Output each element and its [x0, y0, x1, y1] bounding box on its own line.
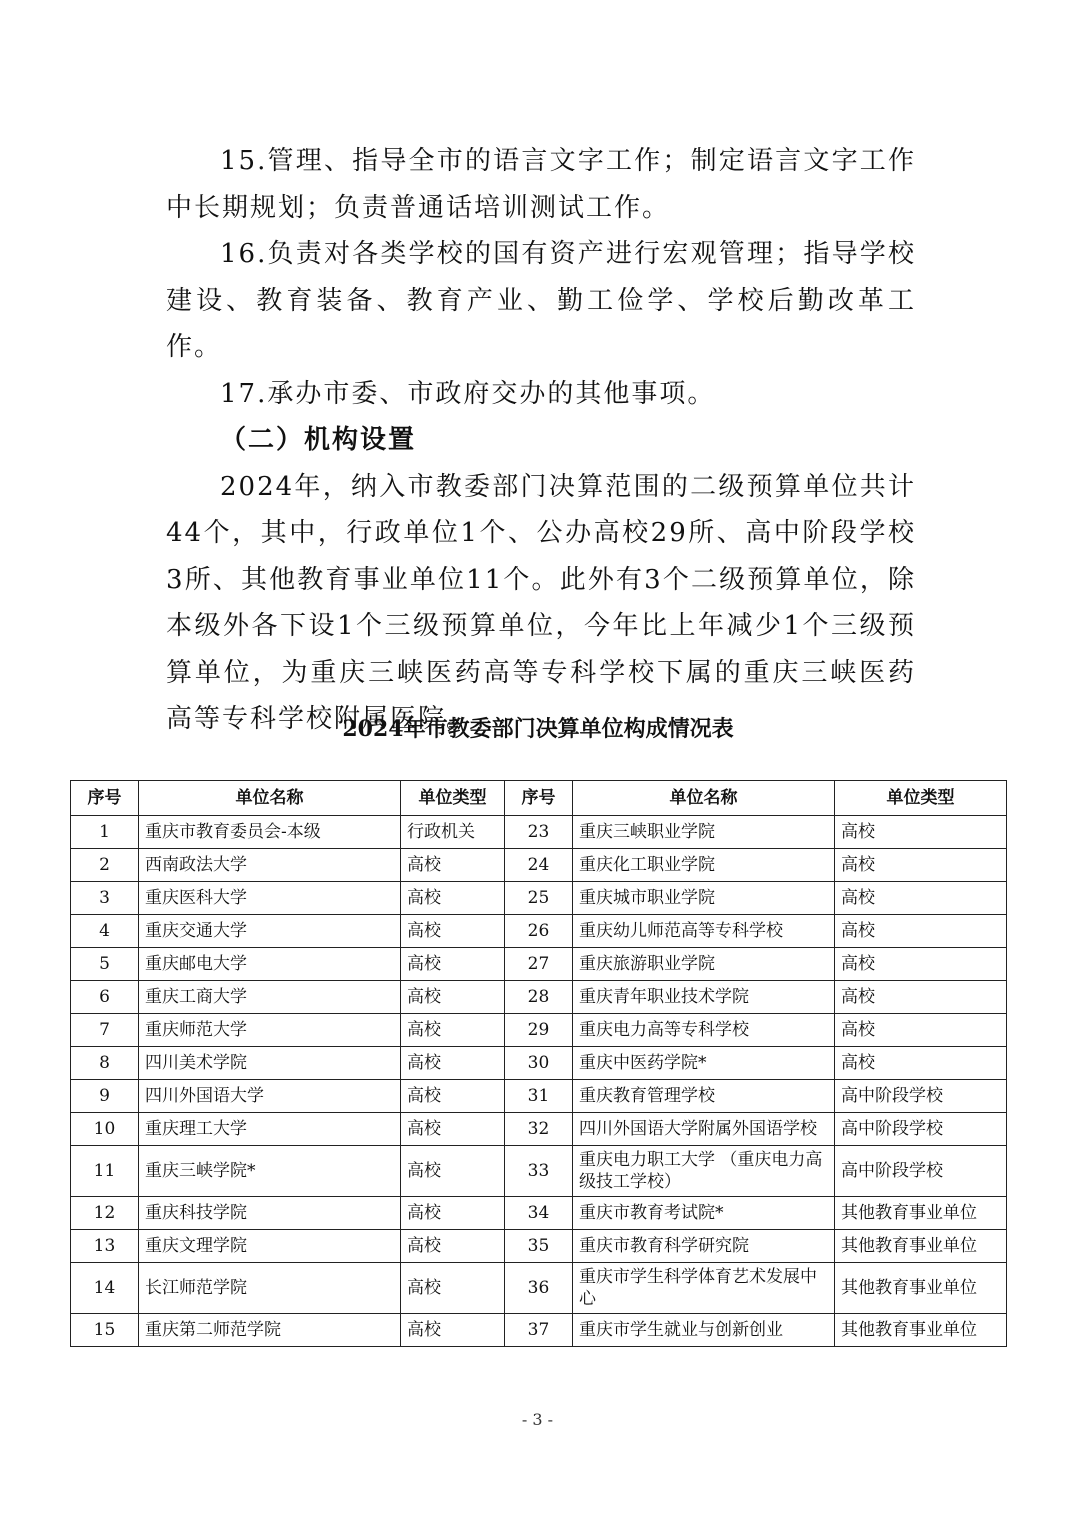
- unit-name-cell: 重庆中医药学院*: [573, 1047, 835, 1080]
- unit-name-cell: 重庆交通大学: [139, 915, 401, 948]
- unit-type-cell: 高校: [401, 915, 505, 948]
- unit-name-cell: 重庆文理学院: [139, 1230, 401, 1263]
- unit-name-cell: 重庆化工职业学院: [573, 849, 835, 882]
- serial-number-cell: 37: [505, 1314, 573, 1347]
- serial-number-cell: 2: [71, 849, 139, 882]
- unit-type-cell: 其他教育事业单位: [835, 1263, 1007, 1314]
- unit-name-cell: 重庆旅游职业学院: [573, 948, 835, 981]
- paragraph: 2024年，纳入市教委部门决算范围的二级预算单位共计44个，其中，行政单位1个、公办高校29所、高中阶段学校3所、其他教育事业单位11个。此外有3个二级预算单位，除本级外各下设1个三级预算单位，今年比上年减少1个三级预算单位，为重庆三峡医药高等专科学校下属的重庆三峡医药高等专科学校附属医院。: [166, 471, 916, 734]
- unit-type-cell: 高校: [401, 882, 505, 915]
- table-header-row: [71, 781, 1007, 816]
- unit-type-cell: 高校: [401, 1146, 505, 1197]
- serial-number-cell: 5: [71, 948, 139, 981]
- column-header: 单位类型: [401, 781, 505, 816]
- table-row: [71, 1146, 1007, 1197]
- table-row: [71, 1014, 1007, 1047]
- serial-number-cell: 32: [505, 1113, 573, 1146]
- table-row: [71, 882, 1007, 915]
- column-header: 序号: [71, 781, 139, 816]
- unit-name-cell: 四川美术学院: [139, 1047, 401, 1080]
- unit-name-cell: 四川外国语大学附属外国语学校: [573, 1113, 835, 1146]
- unit-type-cell: 高校: [835, 1047, 1007, 1080]
- unit-name-cell: 重庆教育管理学校: [573, 1080, 835, 1113]
- unit-name-cell: 重庆工商大学: [139, 981, 401, 1014]
- column-header: 序号: [505, 781, 573, 816]
- unit-type-cell: 高校: [401, 1263, 505, 1314]
- unit-name-cell: 重庆师范大学: [139, 1014, 401, 1047]
- serial-number-cell: 11: [71, 1146, 139, 1197]
- unit-composition-table: [70, 780, 1007, 1347]
- unit-type-cell: 其他教育事业单位: [835, 1230, 1007, 1263]
- serial-number-cell: 13: [71, 1230, 139, 1263]
- serial-number-cell: 1: [71, 816, 139, 849]
- serial-number-cell: 6: [71, 981, 139, 1014]
- unit-name-cell: 四川外国语大学: [139, 1080, 401, 1113]
- unit-type-cell: 高校: [401, 1047, 505, 1080]
- column-header: 单位名称: [573, 781, 835, 816]
- unit-name-cell: 重庆三峡学院*: [139, 1146, 401, 1197]
- unit-type-cell: 高校: [835, 915, 1007, 948]
- unit-name-cell: 重庆青年职业技术学院: [573, 981, 835, 1014]
- unit-type-cell: 高校: [401, 1230, 505, 1263]
- unit-type-cell: 高校: [835, 882, 1007, 915]
- unit-name-cell: 重庆医科大学: [139, 882, 401, 915]
- unit-type-cell: 高中阶段学校: [835, 1113, 1007, 1146]
- column-header: 单位名称: [139, 781, 401, 816]
- table-row: [71, 981, 1007, 1014]
- serial-number-cell: 9: [71, 1080, 139, 1113]
- unit-type-cell: 高校: [835, 816, 1007, 849]
- unit-type-cell: 行政机关: [401, 816, 505, 849]
- serial-number-cell: 8: [71, 1047, 139, 1080]
- section-heading: （二）机构设置: [220, 425, 417, 455]
- unit-name-cell: 重庆电力职工大学 （重庆电力高级技工学校）: [573, 1146, 835, 1197]
- unit-name-cell: 重庆市学生就业与创新创业: [573, 1314, 835, 1347]
- serial-number-cell: 30: [505, 1047, 573, 1080]
- unit-name-cell: 重庆电力高等专科学校: [573, 1014, 835, 1047]
- unit-type-cell: 高中阶段学校: [835, 1080, 1007, 1113]
- serial-number-cell: 25: [505, 882, 573, 915]
- unit-type-cell: 其他教育事业单位: [835, 1197, 1007, 1230]
- unit-name-cell: 重庆市教育科学研究院: [573, 1230, 835, 1263]
- column-header: 单位类型: [835, 781, 1007, 816]
- table-body: [71, 816, 1007, 1347]
- unit-name-cell: 长江师范学院: [139, 1263, 401, 1314]
- unit-name-cell: 重庆市教育委员会-本级: [139, 816, 401, 849]
- serial-number-cell: 12: [71, 1197, 139, 1230]
- unit-name-cell: 重庆邮电大学: [139, 948, 401, 981]
- table-title: 2024年市教委部门决算单位构成情况表: [342, 716, 734, 742]
- serial-number-cell: 15: [71, 1314, 139, 1347]
- unit-name-cell: 重庆科技学院: [139, 1197, 401, 1230]
- serial-number-cell: 23: [505, 816, 573, 849]
- table-row: [71, 1113, 1007, 1146]
- table-row: [71, 1197, 1007, 1230]
- serial-number-cell: 26: [505, 915, 573, 948]
- unit-type-cell: 高校: [401, 1197, 505, 1230]
- table-row: [71, 948, 1007, 981]
- table-row: [71, 1263, 1007, 1314]
- serial-number-cell: 34: [505, 1197, 573, 1230]
- serial-number-cell: 14: [71, 1263, 139, 1314]
- paragraph: 17.承办市委、市政府交办的其他事项。: [220, 378, 716, 409]
- unit-name-cell: 重庆第二师范学院: [139, 1314, 401, 1347]
- serial-number-cell: 31: [505, 1080, 573, 1113]
- page-number: - 3 -: [521, 1410, 554, 1429]
- serial-number-cell: 36: [505, 1263, 573, 1314]
- table-row: [71, 1230, 1007, 1263]
- unit-type-cell: 高校: [401, 948, 505, 981]
- paragraph: 16.负责对各类学校的国有资产进行宏观管理；指导学校建设、教育装备、教育产业、勤工俭学、学校后勤改革工作。: [166, 239, 916, 362]
- unit-type-cell: 高校: [401, 1314, 505, 1347]
- unit-name-cell: 重庆理工大学: [139, 1113, 401, 1146]
- unit-type-cell: 高校: [835, 948, 1007, 981]
- serial-number-cell: 10: [71, 1113, 139, 1146]
- body-text: [166, 138, 916, 743]
- unit-name-cell: 重庆三峡职业学院: [573, 816, 835, 849]
- table-row: [71, 816, 1007, 849]
- serial-number-cell: 35: [505, 1230, 573, 1263]
- unit-name-cell: 西南政法大学: [139, 849, 401, 882]
- serial-number-cell: 27: [505, 948, 573, 981]
- unit-type-cell: 高中阶段学校: [835, 1146, 1007, 1197]
- serial-number-cell: 33: [505, 1146, 573, 1197]
- serial-number-cell: 28: [505, 981, 573, 1014]
- serial-number-cell: 3: [71, 882, 139, 915]
- table-row: [71, 1047, 1007, 1080]
- unit-type-cell: 高校: [401, 1014, 505, 1047]
- table-row: [71, 915, 1007, 948]
- table-row: [71, 1080, 1007, 1113]
- unit-name-cell: 重庆市教育考试院*: [573, 1197, 835, 1230]
- unit-type-cell: 其他教育事业单位: [835, 1314, 1007, 1347]
- unit-type-cell: 高校: [401, 849, 505, 882]
- table-row: [71, 849, 1007, 882]
- unit-type-cell: 高校: [401, 1080, 505, 1113]
- unit-type-cell: 高校: [835, 849, 1007, 882]
- unit-type-cell: 高校: [401, 981, 505, 1014]
- unit-type-cell: 高校: [835, 981, 1007, 1014]
- serial-number-cell: 24: [505, 849, 573, 882]
- unit-type-cell: 高校: [835, 1014, 1007, 1047]
- serial-number-cell: 29: [505, 1014, 573, 1047]
- serial-number-cell: 7: [71, 1014, 139, 1047]
- unit-name-cell: 重庆城市职业学院: [573, 882, 835, 915]
- unit-type-cell: 高校: [401, 1113, 505, 1146]
- unit-name-cell: 重庆幼儿师范高等专科学校: [573, 915, 835, 948]
- table-row: [71, 1314, 1007, 1347]
- unit-name-cell: 重庆市学生科学体育艺术发展中心: [573, 1263, 835, 1314]
- paragraph: 15.管理、指导全市的语言文字工作；制定语言文字工作中长期规划；负责普通话培训测试工作。: [166, 146, 916, 223]
- serial-number-cell: 4: [71, 915, 139, 948]
